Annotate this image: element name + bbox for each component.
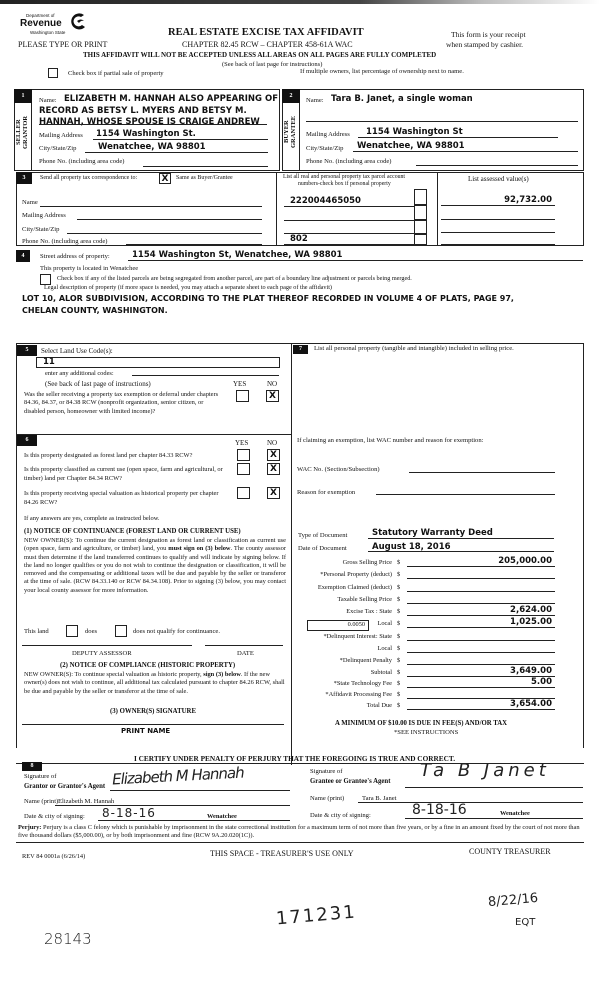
section-3-number: 3 [16, 172, 32, 184]
assessed-header: List assessed value(s) [468, 175, 529, 183]
seller-phone-line [143, 166, 268, 167]
forest-land-yes-checkbox[interactable] [237, 449, 250, 461]
certify-statement: I CERTIFY UNDER PENALTY OF PERJURY THAT THE FOREGOING IS TRUE AND CORRECT. [134, 754, 456, 763]
wac-number-line[interactable] [409, 472, 555, 473]
seller-mailing-label: Mailing Address [39, 132, 83, 139]
personal-property-label: List all personal property (tangible and intangible) included in selling price. [314, 345, 514, 352]
footer-divider [16, 842, 584, 843]
currency-symbol: $ [397, 657, 401, 664]
fee-row-line [407, 603, 555, 604]
legal-description-label: Legal description of property (if more space is needed, you may attach a separate sheet to each page of the affidavit) [44, 284, 332, 291]
grantee-city-value[interactable]: Wenatchee [500, 810, 530, 817]
treasurer-use-label: THIS SPACE - TREASURER'S USE ONLY [210, 849, 354, 858]
corr-name-line [40, 206, 262, 207]
form-revision: REV 84 0001a (6/26/14) [22, 853, 86, 860]
notice-continuance-title: (1) NOTICE OF CONTINUANCE (FOREST LAND OR CURRENT USE) [24, 528, 241, 535]
corr-phone-label: Phone No. (including area code) [22, 238, 108, 245]
fee-row-label: Gross Selling Price [342, 559, 392, 566]
land-use-code-field[interactable] [36, 357, 280, 368]
logo-line3: Washington State [30, 30, 66, 35]
document-type-line [368, 538, 554, 539]
additional-codes-label: enter any additional codes: [45, 370, 114, 377]
fee-row-label: *State Technology Fee [333, 680, 392, 687]
land-does-not-checkbox[interactable] [115, 625, 127, 637]
handwritten-number-left: 28143 [44, 930, 92, 948]
does-not-qualify-label: does not qualify for continuance. [133, 628, 220, 635]
buyer-city-line [353, 151, 578, 152]
grantor-name-value[interactable]: Elizabeth M. Hannah [58, 798, 115, 805]
fee-row-label: Exemption Claimed (deduct) [317, 584, 392, 591]
grantee-date-value[interactable]: 8-18-16 [412, 802, 467, 818]
grantee-signature-line [405, 787, 583, 788]
section-4-number: 4 [16, 250, 30, 262]
grantee-date-label: Date & city of signing: [310, 812, 371, 819]
buyer-phone-label: Phone No. (including area code) [306, 158, 392, 165]
buyer-name-label: Name: [306, 97, 324, 104]
print-name-label: PRINT NAME [121, 727, 171, 735]
buyer-name-value[interactable]: Tara B. Janet, a single woman [331, 94, 473, 104]
lower-box-top-border [16, 343, 584, 344]
fee-row-value[interactable]: 5.00 [531, 677, 552, 687]
fee-row-label: Local [377, 645, 392, 652]
exemption-reason-label: Reason for exemption [297, 489, 356, 496]
current-use-question: Is this property classified as current use (open space, farm and agricultural, or timber) land per Chapter 84.34 RCW? [24, 466, 223, 482]
parcel-header-1: List all real and personal property tax parcel account [283, 174, 406, 180]
seller-name-line-2[interactable]: RECORD AS BETSY L. MYERS AND BETSY M. [39, 106, 247, 116]
same-as-buyer-label: Same as Buyer/Grantee [176, 175, 233, 181]
assessed-line-1 [441, 205, 555, 206]
fee-row-line [407, 687, 555, 688]
grantor-signature[interactable]: Elizabeth M Hannah [111, 763, 245, 789]
see-back-note: (See back of last page for instructions) [222, 61, 323, 68]
section-5-no-header: NO [267, 380, 278, 388]
logo-line2: Revenue [20, 18, 62, 29]
grantee-label: GRANTEE [290, 115, 297, 149]
grantee-signature[interactable]: Ta B Janet [420, 760, 550, 781]
grantor-name-label: Name (print) [24, 798, 59, 805]
buyer-label: BUYER [283, 120, 290, 144]
grantor-date-label: Date & city of signing: [24, 813, 85, 820]
grantee-name-label: Name (print) [310, 795, 345, 802]
grantor-signature-label-1: Signature of [24, 773, 57, 780]
corr-mailing-line [77, 219, 262, 220]
grantor-signature-label-2: Grantor or Grantor's Agent [24, 783, 106, 790]
corr-city-line [67, 233, 262, 234]
partial-sale-label: Check box if partial sale of property [68, 70, 164, 77]
land-use-label: Select Land Use Code(s): [41, 347, 113, 355]
grantee-name-value[interactable]: Tara B. Janet [362, 795, 397, 802]
street-address-value[interactable]: 1154 Washington St, Wenatchee, WA 98801 [132, 250, 343, 260]
fee-row-label: Subtotal [370, 669, 392, 676]
segregated-label: Check box if any of the listed parcels are being segregated from another parcel, are part of a boundary line adjustment or parcels being merged. [57, 275, 412, 282]
assessor-date-label: DATE [237, 650, 254, 657]
seller-phone-label: Phone No. (including area code) [39, 158, 125, 165]
document-date-value[interactable]: August 18, 2016 [372, 542, 451, 552]
seller-mailing-value[interactable]: 1154 Washington St. [96, 129, 196, 139]
fee-row-value[interactable]: 1,025.00 [510, 617, 552, 627]
owner-signature-label: (3) OWNER(S) SIGNATURE [110, 708, 196, 715]
additional-codes-line[interactable] [132, 375, 279, 376]
please-type-label: PLEASE TYPE OR PRINT [18, 40, 108, 49]
notice-continuance-bold: must sign on (3) below [168, 545, 231, 553]
lower-box-left-border [16, 343, 17, 748]
receipt-note-2: when stamped by cashier. [446, 40, 524, 49]
seller-exemption-question: Was the seller receiving a property tax exemption or deferral under chapters 84.36, 84.37, or 84.38 RCW (nonprofit organization, senior citizen, or disabled person, homeowner with limited income)? [24, 391, 219, 415]
fee-row-line [407, 627, 555, 628]
fee-row-value[interactable]: 205,000.00 [498, 556, 552, 566]
buyer-city-label: City/State/Zip [306, 145, 344, 152]
seller-grantor-label [15, 112, 31, 152]
multiple-owners-note: If multiple owners, list percentage of ownership next to name. [300, 68, 464, 75]
section-5-yes-header: YES [233, 380, 247, 388]
parcel-line-1 [284, 206, 416, 207]
county-treasurer-label: COUNTY TREASURER [469, 847, 551, 856]
seller-name-line-3[interactable]: HANNAH, WHOSE SPOUSE IS CRAIGE ANDREW [39, 117, 260, 126]
fee-row-line [407, 566, 555, 567]
located-in-text: This property is located in Wenatchee [40, 265, 139, 272]
seller-mailing-line [93, 139, 268, 140]
section-5-number: 5 [17, 345, 37, 356]
grantor-label: GRANTOR [22, 115, 29, 149]
dor-logo [20, 12, 95, 38]
grantor-signature-line [110, 790, 290, 791]
notice-compliance-title: (2) NOTICE OF COMPLIANCE (HISTORIC PROPERTY) [60, 662, 236, 669]
see-instructions-note: *SEE INSTRUCTIONS [394, 729, 459, 736]
grantor-date-value[interactable]: 8-18-16 [102, 806, 156, 820]
fee-row-label: *Personal Property (deduct) [320, 571, 392, 578]
notice-continuance-text-a: NEW OWNER(S): To continue the current designation as forest land or classification as current use (open space, farm and agriculture, or timber) land, you [24, 537, 286, 553]
current-use-no-checkbox[interactable]: X [267, 463, 280, 475]
document-date-line [368, 551, 554, 552]
assessed-line-3 [441, 232, 555, 233]
personal-property-checkbox-1[interactable] [414, 189, 427, 205]
local-rate-value: 0.0050 [347, 621, 365, 628]
grantee-name-line [358, 802, 583, 803]
seller-name-line-1[interactable]: ELIZABETH M. HANNAH ALSO APPEARING OF [64, 94, 279, 104]
fee-row-line [407, 640, 555, 641]
document-date-label: Date of Document [298, 545, 347, 552]
exemption-claim-label: If claiming an exemption, list WAC number and reason for exemption: [297, 437, 484, 444]
corr-mailing-label: Mailing Address [22, 212, 66, 219]
grantee-signature-label-2: Grantee or Grantee's Agent [310, 778, 391, 785]
land-does-checkbox[interactable] [66, 625, 78, 637]
perjury-label: Perjury: [18, 824, 42, 831]
forest-land-question: Is this property designated as forest land per chapter 84.33 RCW? [24, 452, 193, 459]
current-use-yes-checkbox[interactable] [237, 463, 250, 475]
notice-compliance-text [24, 671, 286, 696]
fee-row-line [407, 664, 555, 665]
notice-compliance-bold: sign (3) below [203, 671, 241, 678]
logo-line1: Department of [26, 13, 55, 18]
wac-number-label: WAC No. (Section/Subsection) [297, 466, 380, 473]
acceptance-warning: THIS AFFIDAVIT WILL NOT BE ACCEPTED UNLESS ALL AREAS ON ALL PAGES ARE FULLY COMPLETED [83, 51, 437, 59]
seller-exemption-yes-checkbox[interactable] [236, 390, 249, 402]
document-type-value[interactable]: Statutory Warranty Deed [372, 528, 493, 538]
same-as-buyer-checkbox[interactable]: X [159, 173, 171, 184]
currency-symbol: $ [397, 702, 401, 709]
personal-property-checkbox-3[interactable] [414, 220, 427, 234]
form-title: REAL ESTATE EXCISE TAX AFFIDAVIT [168, 27, 364, 38]
currency-symbol: $ [397, 680, 401, 687]
section-6-no-header: NO [267, 439, 278, 447]
fee-row-value[interactable]: 3,649.00 [510, 666, 552, 676]
legal-description-line-1[interactable]: LOT 10, ALOR SUBDIVISION, ACCORDING TO THE PLAT THEREOF RECORDED IN VOLUME 4 OF PLATS, PAGE 97, [22, 294, 514, 303]
deputy-assessor-line[interactable] [22, 645, 192, 646]
fee-row-label: *Delinquent Penalty [339, 657, 392, 664]
currency-symbol: $ [397, 571, 401, 578]
grantor-date-line [98, 820, 290, 821]
land-use-code-value: 11 [43, 357, 55, 367]
fee-row-label: Excise Tax : State [346, 608, 392, 615]
historical-question: Is this property receiving special valuation as historical property per chapter 84.26 RCW? [24, 490, 219, 506]
this-land-label: This land [24, 628, 49, 635]
corr-phone-line [126, 244, 262, 245]
scan-edge [0, 0, 600, 4]
handwritten-date-right: 8/22/16 [487, 890, 539, 911]
section-7-number: 7 [293, 345, 308, 354]
buyer-name-line [306, 121, 578, 122]
seller-city-line [85, 152, 268, 153]
parcel-number-1[interactable]: 222004465050 [290, 196, 361, 206]
deputy-assessor-label: DEPUTY ASSESSOR [72, 650, 132, 657]
assessed-value-1[interactable]: 92,732.00 [504, 195, 552, 205]
handwritten-initials: EQT [515, 917, 536, 928]
fee-row-value[interactable]: 2,624.00 [510, 605, 552, 615]
grantor-name-line [55, 805, 290, 806]
currency-symbol: $ [397, 645, 401, 652]
buyer-city-value[interactable]: Wenatchee, WA 98801 [357, 141, 465, 151]
section-2-number: 2 [282, 89, 300, 103]
section-6-yes-header: YES [235, 439, 249, 447]
fee-row-label: Taxable Selling Price [337, 596, 392, 603]
assessed-line-2 [441, 219, 555, 220]
fee-row-line [407, 652, 555, 653]
currency-symbol: $ [397, 608, 401, 615]
currency-symbol: $ [397, 620, 401, 627]
buyer-grantee-label [283, 112, 299, 152]
parcel-line-4 [284, 244, 416, 245]
partial-sale-checkbox[interactable] [48, 68, 58, 78]
seller-city-value[interactable]: Wenatchee, WA 98801 [98, 142, 206, 152]
assessed-line-4 [441, 244, 555, 245]
perjury-notice [18, 824, 586, 841]
fee-row-label: *Delinquent Interest: State [323, 633, 392, 640]
does-label: does [85, 628, 98, 635]
minimum-due-note: A MINIMUM OF $10.00 IS DUE IN FEE(S) AND/OR TAX [335, 720, 508, 727]
currency-symbol: $ [397, 596, 401, 603]
fee-row-line [407, 578, 555, 579]
section-8-number: 8 [22, 762, 42, 771]
parcel-line-2 [284, 220, 416, 221]
section-1-number: 1 [14, 89, 32, 103]
land-use-see-back: (See back of last page of instructions) [45, 380, 151, 388]
send-correspondence-label: Send all property tax correspondence to: [40, 175, 138, 181]
historical-yes-checkbox[interactable] [237, 487, 250, 499]
corr-city-label: City/State/Zip [22, 226, 60, 233]
grantee-signature-label-1: Signature of [310, 768, 343, 775]
parcel-divider [276, 172, 277, 246]
parcel-header-2: numbers-check box if personal property [298, 181, 391, 187]
buyer-phone-line [416, 165, 578, 166]
street-address-line [128, 260, 583, 261]
section-6-number: 6 [17, 435, 37, 446]
lower-box-right-border [583, 343, 584, 748]
personal-property-checkbox-4[interactable] [414, 234, 427, 245]
assessed-divider [437, 172, 438, 246]
section-6-top-border [16, 434, 292, 435]
notice-continuance-text [24, 537, 286, 595]
exemption-reason-line[interactable] [376, 494, 555, 495]
fee-row-line [407, 591, 555, 592]
buyer-mailing-line [358, 137, 558, 138]
currency-symbol: $ [397, 691, 401, 698]
notice-compliance-text-b: . If the new owner(s) does not wish to continue, all additional tax calculated pursuant to chapter 84.26 RCW, shall be due and payable by the seller or transferor at the time of sale. [24, 671, 285, 695]
notice-compliance-text-a: NEW OWNER(S): To continue special valuation as historic property, [24, 671, 204, 678]
seller-city-label: City/State/Zip [39, 145, 77, 152]
seller-name-label: Name: [39, 97, 57, 104]
grantor-city-value[interactable]: Wenatchee [207, 813, 237, 820]
currency-symbol: $ [397, 584, 401, 591]
handwritten-number-center: 171231 [275, 901, 358, 930]
grantee-date-line [405, 818, 583, 819]
currency-symbol: $ [397, 559, 401, 566]
owner-signature-line[interactable] [22, 724, 284, 725]
buyer-mailing-value[interactable]: 1154 Washington St [366, 127, 463, 137]
notice-continuance-text-b: . The county assessor must then determine if the land transferred continues to qualify and will indicate by signing below. If the land no longer qualifies or you do not wish to continue the designation or classification, it will be removed and the compensating or additional taxes will be due and payable by the seller or transferor at the time of sale. (RCW 84.33.140 or RCW 84.34.108). Prior to signing (3) below, you may contact your local county assessor for more information. [24, 545, 286, 594]
currency-symbol: $ [397, 669, 401, 676]
legal-description-line-2[interactable]: CHELAN COUNTY, WASHINGTON. [22, 306, 168, 315]
fee-row-label: Local [377, 620, 392, 627]
perjury-text: Perjury is a class C felony which is punishable by imprisonment in the state correctional institution for a maximum term of not more than five years, or by a fine in an amount fixed by the court of not more than five thousand dollars ($5,000.00), or by both imprisonment and fine (RCW 9A.20.020(1C)). [18, 824, 580, 840]
seller-name-underline [39, 124, 267, 125]
assessor-date-line[interactable] [205, 645, 283, 646]
fee-row-value[interactable]: 3,654.00 [510, 699, 552, 709]
fee-row-label: *Affidavit Processing Fee [325, 691, 392, 698]
personal-property-checkbox-2[interactable] [414, 205, 427, 220]
street-address-label: Street address of property: [40, 253, 110, 260]
seller-exemption-no-checkbox[interactable]: X [266, 390, 279, 402]
fee-row-line [407, 709, 555, 710]
seller-label: SELLER [15, 119, 22, 145]
currency-symbol: $ [397, 633, 401, 640]
buyer-mailing-label: Mailing Address [306, 131, 350, 138]
if-yes-instructions: If any answers are yes, complete as instructed below. [24, 515, 160, 522]
fee-row-line [407, 615, 555, 616]
parcel-number-4[interactable]: 802 [290, 234, 308, 244]
wave-logo-icon [68, 12, 88, 32]
document-type-label: Type of Document [298, 532, 348, 539]
historical-no-checkbox[interactable]: X [267, 487, 280, 499]
corr-name-label: Name [22, 199, 38, 206]
form-chapter: CHAPTER 82.45 RCW – CHAPTER 458-61A WAC [182, 40, 353, 49]
receipt-note-1: This form is your receipt [451, 30, 526, 39]
forest-land-no-checkbox[interactable]: X [267, 449, 280, 461]
fee-row-label: Total Due [366, 702, 392, 709]
